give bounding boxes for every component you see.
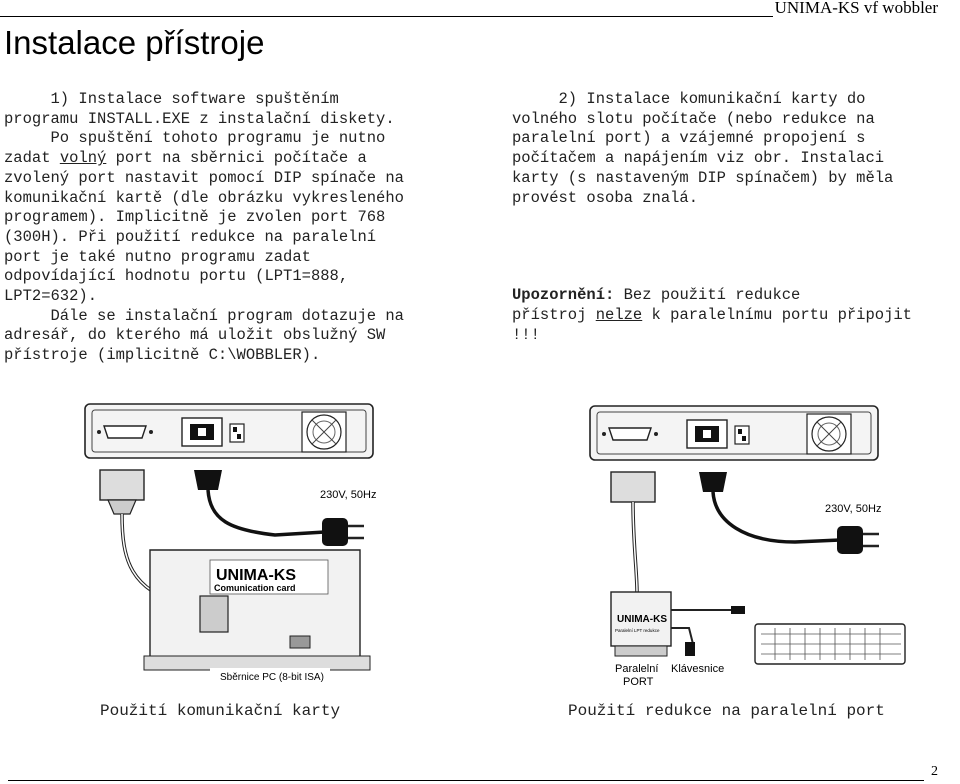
adapter-subtitle: Paralelní LPT redukce — [615, 628, 660, 633]
voltage-label: 230V, 50Hz — [320, 489, 377, 501]
fan-grille-icon — [302, 412, 346, 452]
warning-label: Upozornění: — [512, 286, 615, 305]
text-line: přístroje (implicitně C:\WOBBLER). — [4, 346, 321, 365]
text-line: Dále se instalační program dotazuje na — [4, 306, 404, 325]
text-line: volného slotu počítače (nebo redukce na — [512, 109, 875, 128]
text-line — [4, 149, 459, 169]
text-line: programem). Implicitně je zvolen port 768 — [4, 208, 386, 227]
text-fragment: zadat — [4, 149, 60, 168]
underlined-word: volný — [59, 149, 107, 168]
text-fragment: port na sběrnici počítače a — [106, 149, 367, 168]
text-line: 1) Instalace software spuštěním — [4, 90, 339, 108]
text-line: odpovídající hodnotu portu (LPT1=888, — [4, 267, 349, 286]
power-cable — [194, 470, 364, 546]
text-line: adresář, do kterého má uložit obslužný SW — [4, 326, 386, 345]
spacer — [512, 208, 960, 286]
warning-line: !!! — [512, 325, 540, 344]
underlined-word: nelze — [595, 305, 643, 324]
right-column-text — [512, 90, 960, 345]
header-title: UNIMA-KS vf wobbler — [774, 0, 938, 17]
text-fragment: k paralelnímu portu připojit — [642, 305, 912, 324]
caption-isa-card: Použití komunikační karty — [100, 702, 341, 720]
text-fragment: Bez použití redukce — [614, 286, 801, 305]
text-line: (300H). Při použití redukce na paralelní — [4, 227, 377, 246]
page-title: Instalace přístroje — [4, 24, 265, 61]
warning-line — [512, 306, 960, 326]
voltage-label: 230V, 50Hz — [825, 503, 882, 515]
text-fragment: přístroj — [512, 305, 596, 324]
dip-switch-icon — [735, 426, 749, 444]
bus-label: Sběrnice PC (8-bit ISA) — [220, 672, 324, 683]
port-label-1: Paralelní — [615, 663, 659, 675]
text-line: zvolený port nastavit pomocí DIP spínače na — [4, 168, 404, 187]
port-label-2: PORT — [623, 676, 654, 688]
data-cable — [611, 472, 655, 592]
keyboard-label: Klávesnice — [671, 663, 725, 675]
keyboard-icon — [755, 624, 905, 664]
text-line: provést osoba znalá. — [512, 188, 699, 207]
warning-line — [512, 286, 960, 306]
card-title: UNIMA-KS — [216, 567, 296, 584]
text-line: programu INSTALL.EXE z instalační diskety. — [4, 109, 395, 128]
adapter-title: UNIMA-KS — [617, 614, 667, 625]
text-line: port je také nutno programu zadat — [4, 247, 311, 266]
power-socket-icon — [687, 420, 727, 448]
figure-isa-card — [80, 400, 380, 690]
text-line: paralelní port) a vzájemné propojení s — [512, 129, 866, 148]
page-number: 2 — [931, 764, 938, 779]
power-socket-icon — [182, 418, 222, 446]
footer-rule — [8, 780, 924, 781]
text-line: počítačem a napájením viz obr. Instalaci — [512, 149, 885, 168]
left-column-text — [4, 90, 459, 366]
dip-switch-icon — [230, 424, 244, 442]
figure-parallel-adapter — [585, 402, 925, 692]
text-line: LPT2=632). — [4, 287, 98, 306]
caption-parallel-adapter: Použití redukce na paralelní port — [568, 702, 885, 720]
text-line: Po spuštění tohoto programu je nutno — [4, 129, 386, 148]
card-subtitle: Comunication card — [214, 583, 296, 593]
text-line: 2) Instalace komunikační karty do — [512, 90, 866, 108]
text-line: komunikační kartě (dle obrázku vykresleného — [4, 188, 404, 207]
fan-grille-icon — [807, 414, 851, 454]
text-line: karty (s nastaveným DIP spínačem) by měla — [512, 168, 894, 187]
